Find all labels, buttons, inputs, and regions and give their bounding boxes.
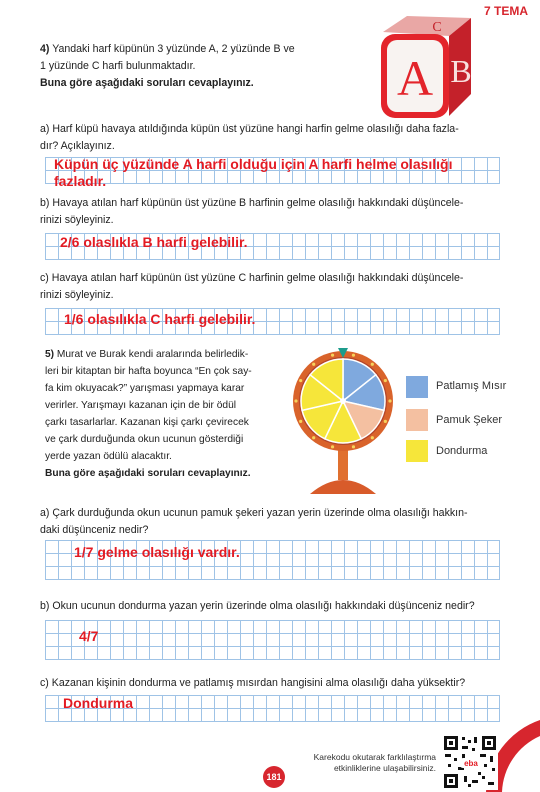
q5c-answer: Dondurma — [63, 695, 133, 711]
qr-caption — [260, 752, 436, 774]
q4c-line2: rinizi söyleyiniz. — [40, 289, 114, 301]
wheel-peg — [352, 445, 355, 448]
q5c-question — [40, 675, 520, 692]
q4a-answer — [54, 156, 453, 190]
q5-line-5: ve çark durduğunda okun ucunun gösterdiği — [45, 434, 244, 445]
q4b-question — [40, 195, 520, 229]
q4-intro — [40, 41, 340, 92]
q4a-answer-line2: fazladır. — [54, 173, 107, 189]
theme-label: 7 TEMA — [483, 4, 528, 18]
wheel-peg — [371, 436, 374, 439]
q4-intro-line1: Yandaki harf küpünün 3 yüzünde A, 2 yüzünde B ve — [52, 43, 295, 55]
wheel-peg — [384, 420, 387, 423]
q4c-question — [40, 270, 520, 304]
q5-line-6: yerde yazan ödülü alacaktır. — [45, 451, 172, 462]
q5b-answer: 4/7 — [79, 628, 99, 644]
legend-swatch-dondurma — [406, 440, 428, 462]
q5-line-1: leri bir kitaptan bir hafta boyunca “En çok say- — [45, 366, 252, 377]
wheel-peg — [331, 354, 334, 357]
cube-letter-a: A — [396, 50, 434, 106]
q5b-question — [40, 598, 520, 615]
qr-caption-line1: Karekodu okutarak farklılaştırma — [313, 752, 436, 762]
q4b-line2: rinizi söyleyiniz. — [40, 214, 114, 226]
cube-letter-c: C — [432, 20, 442, 35]
qr-label: eba — [464, 759, 478, 768]
q5-line-4: çarkı tasarlarlar. Kazanan kişi çarkı çevirecek — [45, 417, 249, 428]
q4-intro-line2: 1 yüzünde C harfi bulunmaktadır. — [40, 60, 196, 72]
q4a-answer-line1: Küpün üç yüzünde A harfi olduğu için A harfi helme olasılığı — [54, 156, 453, 172]
q5b-answer-grid[interactable] — [45, 620, 500, 660]
wheel-peg — [331, 445, 334, 448]
qr-caption-line2: etkinliklerine ulaşabilirsiniz. — [333, 763, 436, 773]
q4c-line1: c) Havaya atılan harf küpünün üst yüzüne C harfinin gelme olasılığı hakkındaki düşüncele- — [40, 272, 464, 284]
q5-number: 5) — [45, 349, 55, 360]
q5a-question — [40, 505, 520, 539]
q5c-line1: c) Kazanan kişinin dondurma ve patlamış mısırdan hangisini alma olasılığı daha yüksektir? — [40, 677, 466, 689]
wheel-peg — [294, 399, 297, 402]
wheel-peg — [312, 436, 315, 439]
legend-swatch-patlamis-misir — [406, 376, 428, 398]
q5a-line1: a) Çark durduğunda okun ucunun pamuk şekeri yazan yerin üzerinde olma olasılığı hakkın- — [40, 507, 468, 519]
q5-intro — [45, 346, 285, 482]
wheel-hub — [340, 398, 346, 404]
q4-instruction: Buna göre aşağıdaki soruları cevaplayınız. — [40, 77, 254, 89]
legend-label-patlamis-misir: Patlamış Mısır — [436, 380, 507, 392]
qr-code-icon[interactable] — [442, 734, 498, 790]
q5a-line2: daki düşünceniz nedir? — [40, 524, 149, 536]
q4c-answer: 1/6 olasılıkla C harfi gelebilir. — [64, 311, 256, 327]
wheel-stand-base — [310, 480, 376, 494]
q5-instruction: Buna göre aşağıdaki soruları cevaplayınız. — [45, 468, 251, 479]
cube-letter-b: B — [450, 53, 472, 89]
q5-line-2: fa kim okuyacak?” yarışması yapmaya karar — [45, 383, 245, 394]
wheel-stand-pole — [338, 446, 348, 480]
legend-label-pamuk-seker: Pamuk Şeker — [436, 414, 503, 426]
q4b-answer: 2/6 olaslıkla B harfi gelebilir. — [60, 234, 248, 250]
wheel-peg — [388, 399, 391, 402]
prize-wheel-image — [292, 348, 394, 496]
wheel-peg — [384, 379, 387, 382]
q4-number: 4) — [40, 43, 50, 55]
letter-cube-image — [375, 10, 475, 122]
legend-label-dondurma: Dondurma — [436, 445, 488, 457]
q4a-line1: a) Harf küpü havaya atıldığında küpün üst yüzüne hangi harfin gelme olasılığı daha fazla- — [40, 123, 459, 135]
q5b-line1: b) Okun ucunun dondurma yazan yerin üzerinde olma olasılığı hakkındaki düşünceniz nedir? — [40, 600, 475, 612]
wheel-peg — [371, 363, 374, 366]
q5-line-3: verirler. Yarışmayı kazanan için de bir ödül — [45, 400, 237, 411]
q4a-question — [40, 121, 520, 155]
q4a-line2: dır? Açıklayınız. — [40, 140, 115, 152]
q5-line-0: Murat ve Burak kendi aralarında belirledik- — [56, 349, 249, 360]
legend-swatch-pamuk-seker — [406, 409, 428, 431]
q5a-answer: 1/7 gelme olasılığı vardır. — [74, 544, 240, 560]
wheel-peg — [299, 379, 302, 382]
wheel-peg — [312, 363, 315, 366]
q4b-line1: b) Havaya atılan harf küpünün üst yüzüne B harfinin gelme olasılığı hakkındaki düşüncele- — [40, 197, 464, 209]
wheel-peg — [299, 420, 302, 423]
page-number: 181 — [263, 766, 285, 788]
wheel-peg — [352, 354, 355, 357]
